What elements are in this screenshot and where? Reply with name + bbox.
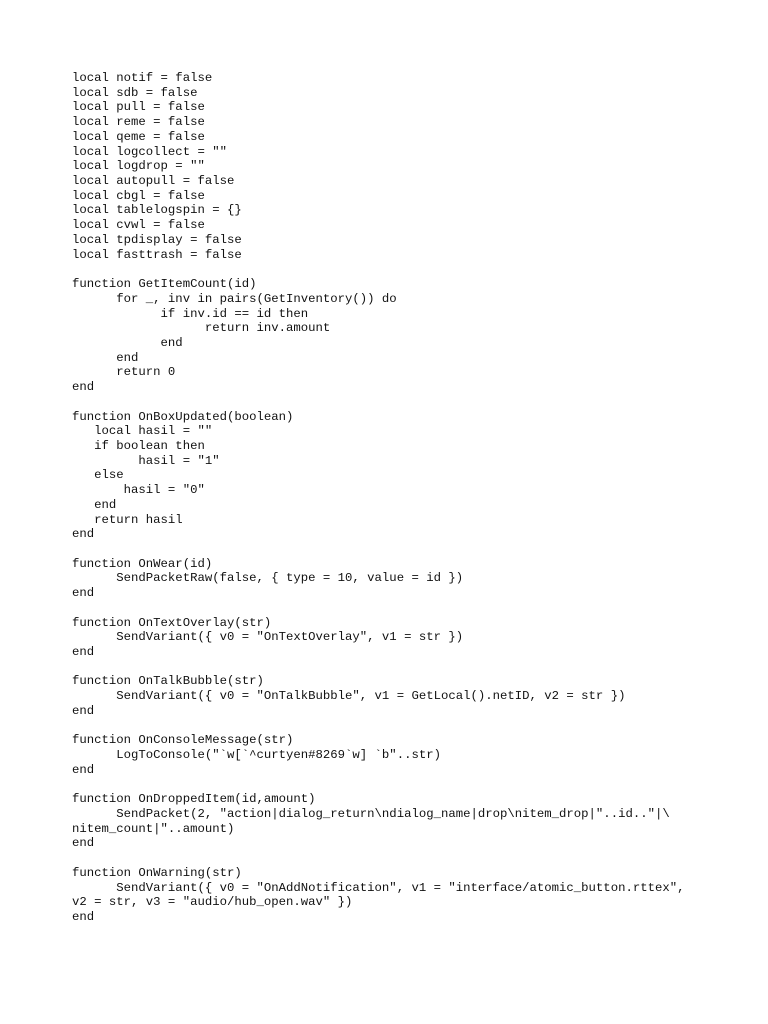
blank-line: [72, 851, 685, 866]
code-block: [72, 71, 685, 925]
code-line: hasil = "0": [72, 483, 205, 498]
code-line: if boolean then: [72, 438, 205, 453]
code-line: LogToConsole("`w[`^curtyen#8269`w] `b"..str): [72, 748, 441, 763]
code-line: SendPacketRaw(false, { type = 10, value = id }): [72, 571, 464, 586]
code-line: end: [72, 350, 139, 365]
code-line: local fasttrash = false: [72, 247, 242, 262]
blank-line: [72, 660, 685, 675]
code-line: local cbgl = false: [72, 188, 205, 203]
code-line: end: [72, 335, 183, 350]
blank-line: [72, 542, 685, 557]
code-line: end: [72, 497, 117, 512]
code-line: SendVariant({ v0 = "OnAddNotification", v1 = "interface/atomic_button.rttex",: [72, 880, 685, 895]
blank-line: [72, 719, 685, 734]
code-line: SendPacket(2, "action|dialog_return\ndialog_name|drop\nitem_drop|"..id.."|\: [72, 806, 670, 821]
code-line: local tpdisplay = false: [72, 232, 242, 247]
code-line: local logdrop = "": [72, 159, 205, 174]
code-line: end: [72, 527, 95, 542]
code-line: end: [72, 909, 95, 924]
code-line: end: [72, 586, 95, 601]
code-line: v2 = str, v3 = "audio/hub_open.wav" }): [72, 895, 353, 910]
code-line: end: [72, 836, 95, 851]
code-line: function OnBoxUpdated(boolean): [72, 409, 294, 424]
code-line: hasil = "1": [72, 453, 220, 468]
code-line: function GetItemCount(id): [72, 277, 257, 292]
code-line: return 0: [72, 365, 176, 380]
blank-line: [72, 601, 685, 616]
code-line: return inv.amount: [72, 321, 331, 336]
code-line: for _, inv in pairs(GetInventory()) do: [72, 291, 397, 306]
code-line: local cvwl = false: [72, 218, 205, 233]
code-line: return hasil: [72, 512, 183, 527]
code-line: function OnWarning(str): [72, 865, 242, 880]
code-line: end: [72, 762, 95, 777]
code-line: local pull = false: [72, 100, 205, 115]
code-line: local reme = false: [72, 115, 205, 130]
code-line: SendVariant({ v0 = "OnTalkBubble", v1 = GetLocal().netID, v2 = str }): [72, 689, 626, 704]
code-line: local autopull = false: [72, 174, 235, 189]
code-line: function OnWear(id): [72, 556, 213, 571]
code-line: function OnTalkBubble(str): [72, 674, 264, 689]
blank-line: [72, 778, 685, 793]
code-line: SendVariant({ v0 = "OnTextOverlay", v1 = str }): [72, 630, 464, 645]
code-line: if inv.id == id then: [72, 306, 309, 321]
blank-line: [72, 262, 685, 277]
code-line: function OnTextOverlay(str): [72, 615, 272, 630]
code-line: nitem_count|"..amount): [72, 821, 235, 836]
code-line: else: [72, 468, 124, 483]
code-line: local notif = false: [72, 71, 213, 85]
code-line: end: [72, 645, 95, 660]
code-line: function OnConsoleMessage(str): [72, 733, 294, 748]
code-line: local hasil = "": [72, 424, 213, 439]
code-line: local tablelogspin = {}: [72, 203, 242, 218]
code-line: end: [72, 703, 95, 718]
code-line: local qeme = false: [72, 129, 205, 144]
code-line: end: [72, 380, 95, 395]
code-line: function OnDroppedItem(id,amount): [72, 792, 316, 807]
code-line: local sdb = false: [72, 85, 198, 100]
code-line: local logcollect = "": [72, 144, 227, 159]
blank-line: [72, 395, 685, 410]
